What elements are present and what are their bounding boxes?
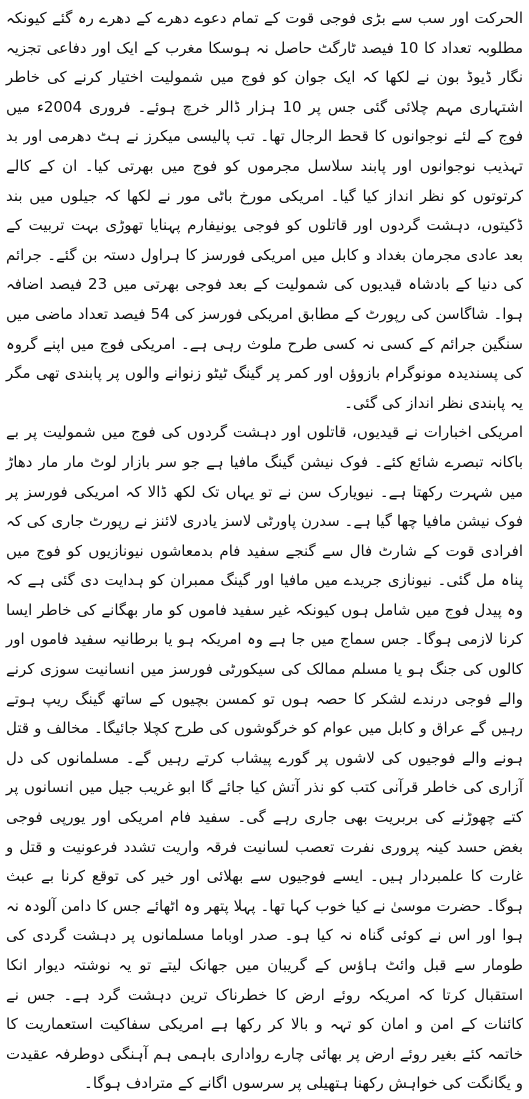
- article-paragraph-2: امریکی اخبارات نے قیدیوں، قاتلوں اور دہشت گردوں کی فوج میں شمولیت پر بے باکانہ تبصرے شائع کئے۔ فوک نیشن گینگ مافیا ہے جو سر بازار لوٹ مار مار دھاڑ میں شہرت رکھتا ہے۔ نیویارک سن نے تو یہاں تک لکھ ڈالا کہ امریکی فورسز پر فوک نیشن مافیا چھا گیا ہے۔ سدرن پاورٹی لاسز یادری لائنز نے رپورٹ جاری کی کہ افرادی قوت کے شارٹ فال سے گنجے سفید فام بدمعاشوں نیونازیوں کو فوج میں پناہ مل گئی۔ نیونازی جریدے میں مافیا اور گینگ ممبران کو ہدایت دی گئی ہے کہ وہ پیدل فوج میں شامل ہوں کیونکہ غیر سفید فاموں کو مار بھگانے کی خاطر ایسا کرنا لازمی ہوگا۔ جس سماج میں جا ہے وہ امریکہ ہو یا برطانیہ سفید فاموں اور کالوں کی جنگ ہو یا مسلم ممالک کی سیکورٹی فورسز میں انسانیت سوزی کرنے والے فوجی درندے لشکر کا حصہ ہوں تو کمسن بچیوں کے ساتھ گینگ ریپ ہوتے رہیں گے عراق و کابل میں عوام کو خرگوشوں کی طرح کچلا جائیگا۔ مخالف و قتل ہونے والے فوجیوں کی لاشوں پر گورے پیشاب کرتے رہیں گے۔ مسلمانوں کی دل آزاری کی خاطر قرآنی کتب کو نذر آتش کیا جائے گا ابو غریب جیل میں انسانوں پر کتے چھوڑنے کی بربریت بھی جاری رہے گی۔ سفید فام امریکی اور یورپی فوجی بغض حسد کینہ پروری نفرت تعصب لسانیت فرقہ واریت تشدد فرعونیت و قتل و غارت کا علمبردار ہیں۔ ایسے فوجیوں سے بھلائی اور خیر کی توقع کرنا بے عبث ہوگا۔ حضرت موسیٰ نے کیا خوب کہا تھا۔ پہلا پتھر وہ اٹھائے جس کا دامن آلودہ نہ ہوا اور اس نے کوئی گناہ نہ کیا ہو۔ صدر اوباما مسلمانوں پر دہشت گردی کی طومار سے قبل وائٹ ہاؤس کے گریبان میں جھانک لیتے تو یہ نوشتہ دیوار انکا استقبال کرتا کہ امریکہ روئے ارض کا خطرناک ترین دہشت گرد ہے۔ جس نے کائنات کے امن و امان کو تہہ و بالا کر رکھا ہے امریکی سفاکیت استعماریت کا خاتمہ کئے بغیر روئے ارض پر بھائی چارے رواداری باہمی ہم آہنگی دوطرفہ عقیدت و یگانگت کی خواہش رکھنا ہتھیلی پر سرسوں اگانے کے مترادف ہوگا۔: [6, 423, 523, 1093]
- article-paragraph-1: الحرکت اور سب سے بڑی فوجی قوت کے تمام دعوے دھرے کے دھرے رہ گئے کیونکہ مطلوبہ تعداد کا 10 فیصد ٹارگٹ حاصل نہ ہوسکا مغرب کے ایک اور دفاعی تجزیہ نگار ڈیوڈ بون نے لکھا کہ ایک جوان کو فوج میں شمولیت اختیار کرنے کی خاطر اشتہاری مہم چلائی گئی جس پر 10 ہزار ڈالر خرچ ہوئے۔ فروری 2004ء میں فوج کے لئے نوجوانوں کا قحط الرجال تھا۔ تب پالیسی میکرز نے ہٹ دھرمی اور بد تہذیب نوجوانوں اور پابند سلاسل مجرموں کو فوج میں بھرتی کیا۔ ان کے کالے کرتوتوں کو نظر انداز کیا گیا۔ امریکی مورخ باٹی مور نے لکھا کہ جیلوں میں بند ڈکیتوں، دہشت گردوں اور قاتلوں کو فوجی یونیفارم پہنایا تھوڑی بہت تربیت کے بعد عادی مجرمان بغداد و کابل میں امریکی فورسز کا ہراول دستہ بن گئے۔ جرائم کی دنیا کے بادشاہ قیدیوں کی شمولیت کے بعد فوجی بھرتی میں 23 فیصد اضافہ ہوا۔ شاگاسن کی رپورٹ کے مطابق امریکی فورسز کی 54 فیصد تعداد ماضی میں سنگین جرائم کے کسی نہ کسی طرح ملوث رہی ہے۔ امریکی فوج میں اپنے گروہ کی پسندیدہ مونوگرام بازوؤں اور کمر پر گینگ ٹیٹو زنوانے والوں پر پابندی تھی مگر یہ پابندی نظر انداز کی گئی۔: [6, 9, 523, 412]
